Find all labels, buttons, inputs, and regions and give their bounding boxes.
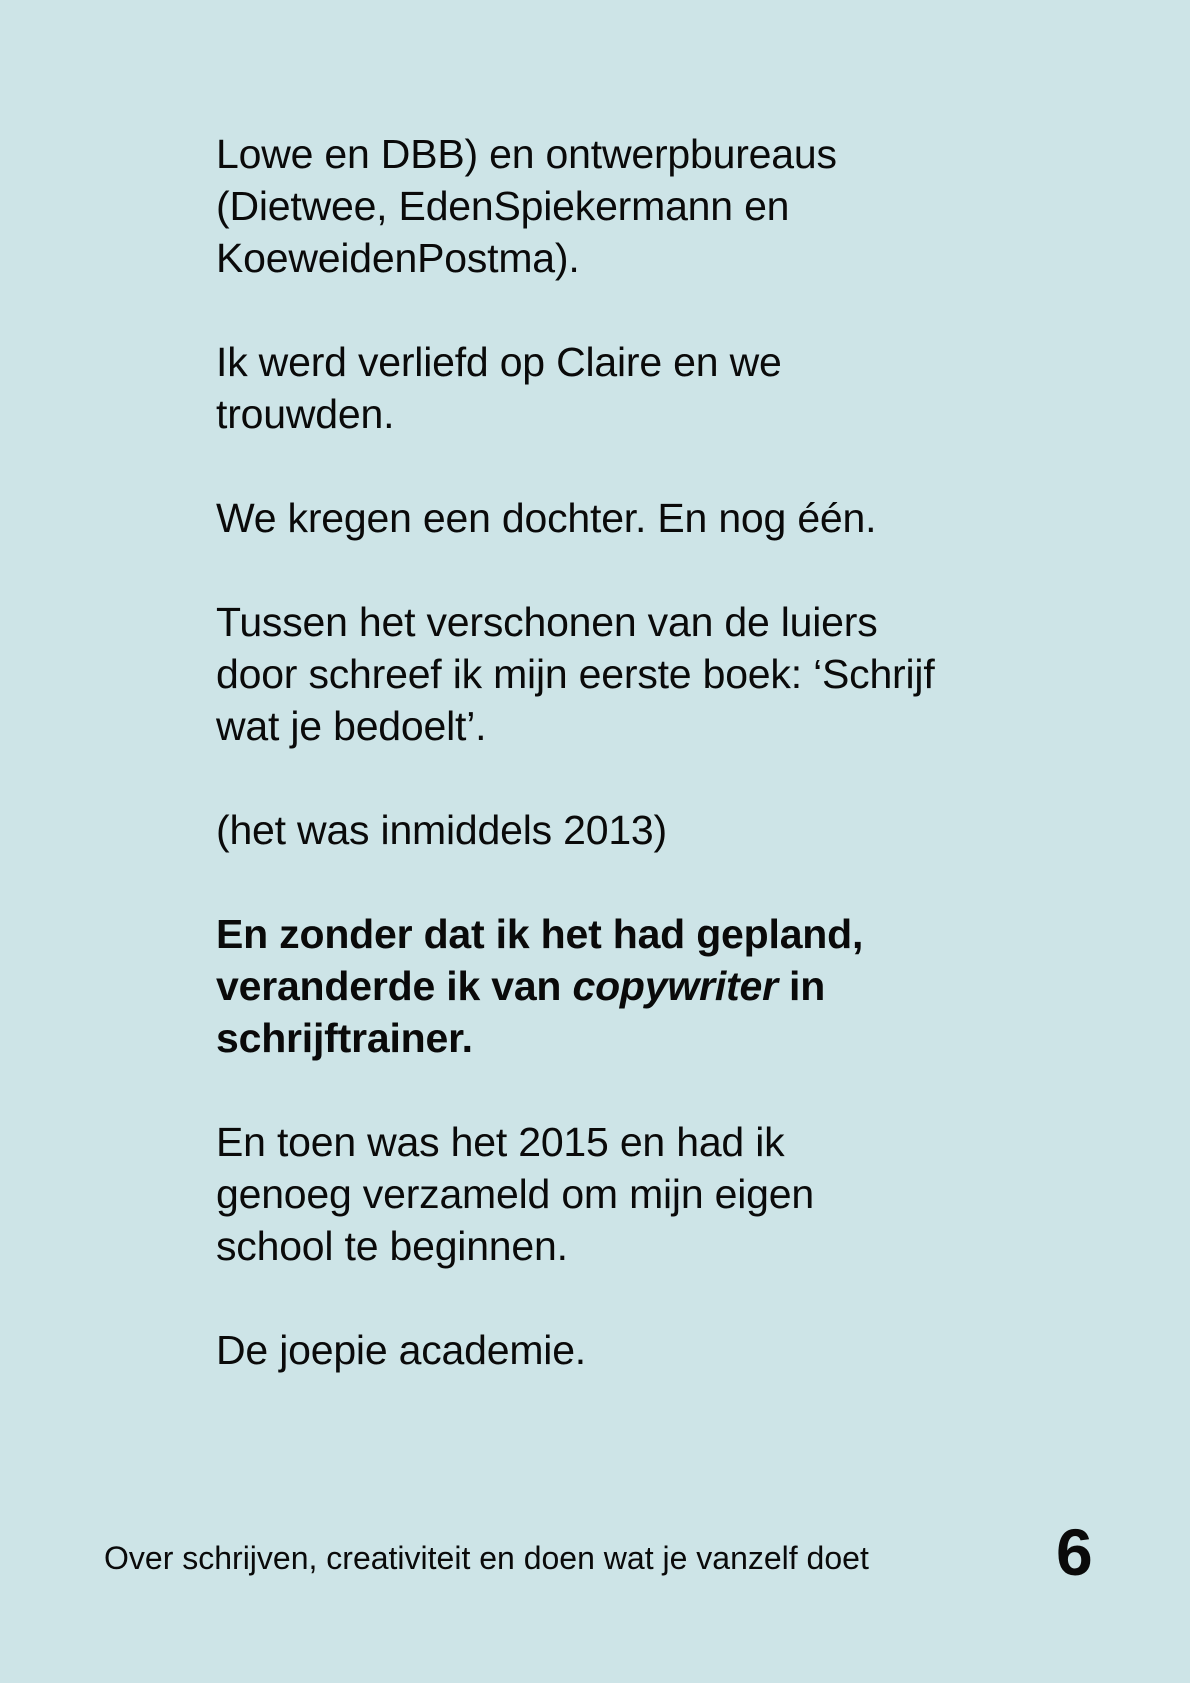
text-line: En toen was het 2015 en had ik (216, 1119, 785, 1165)
text-line: En zonder dat ik het had gepland, (216, 911, 864, 957)
text-line: trouwden. (216, 391, 395, 437)
paragraph-school (216, 1116, 1116, 1272)
text-line: schrijftrainer. (216, 1015, 473, 1061)
paragraph-first-book (216, 596, 1116, 752)
paragraph-agencies (216, 128, 1116, 284)
paragraph-highlight (216, 908, 1116, 1064)
text-line: (Dietwee, EdenSpiekermann en (216, 183, 790, 229)
page-body (216, 128, 1116, 1428)
text-fragment: in (777, 963, 826, 1009)
text-line: We kregen een dochter. En nog één. (216, 495, 877, 541)
page-number: 6 (1056, 1515, 1093, 1589)
text-line: door schreef ik mijn eerste boek: ‘Schrijf (216, 651, 935, 697)
italic-term: copywriter (572, 963, 778, 1009)
text-line: (het was inmiddels 2013) (216, 807, 667, 853)
text-line: wat je bedoelt’. (216, 703, 487, 749)
text-line: Lowe en DBB) en ontwerpbureaus (216, 131, 837, 177)
text-line (216, 960, 1116, 1012)
paragraph-claire (216, 336, 1116, 440)
text-line: KoeweidenPostma). (216, 235, 580, 281)
text-line: Ik werd verliefd op Claire en we (216, 339, 782, 385)
text-fragment: veranderde ik van (216, 963, 573, 1009)
paragraph-daughters (216, 492, 1116, 544)
text-line: school te beginnen. (216, 1223, 568, 1269)
text-line: genoeg verzameld om mijn eigen (216, 1171, 814, 1217)
paragraph-academy (216, 1324, 1116, 1376)
text-line: De joepie academie. (216, 1327, 586, 1373)
paragraph-year-2013 (216, 804, 1116, 856)
text-line: Tussen het verschonen van de luiers (216, 599, 878, 645)
footer-title: Over schrijven, creativiteit en doen wat je vanzelf doet (104, 1540, 869, 1576)
